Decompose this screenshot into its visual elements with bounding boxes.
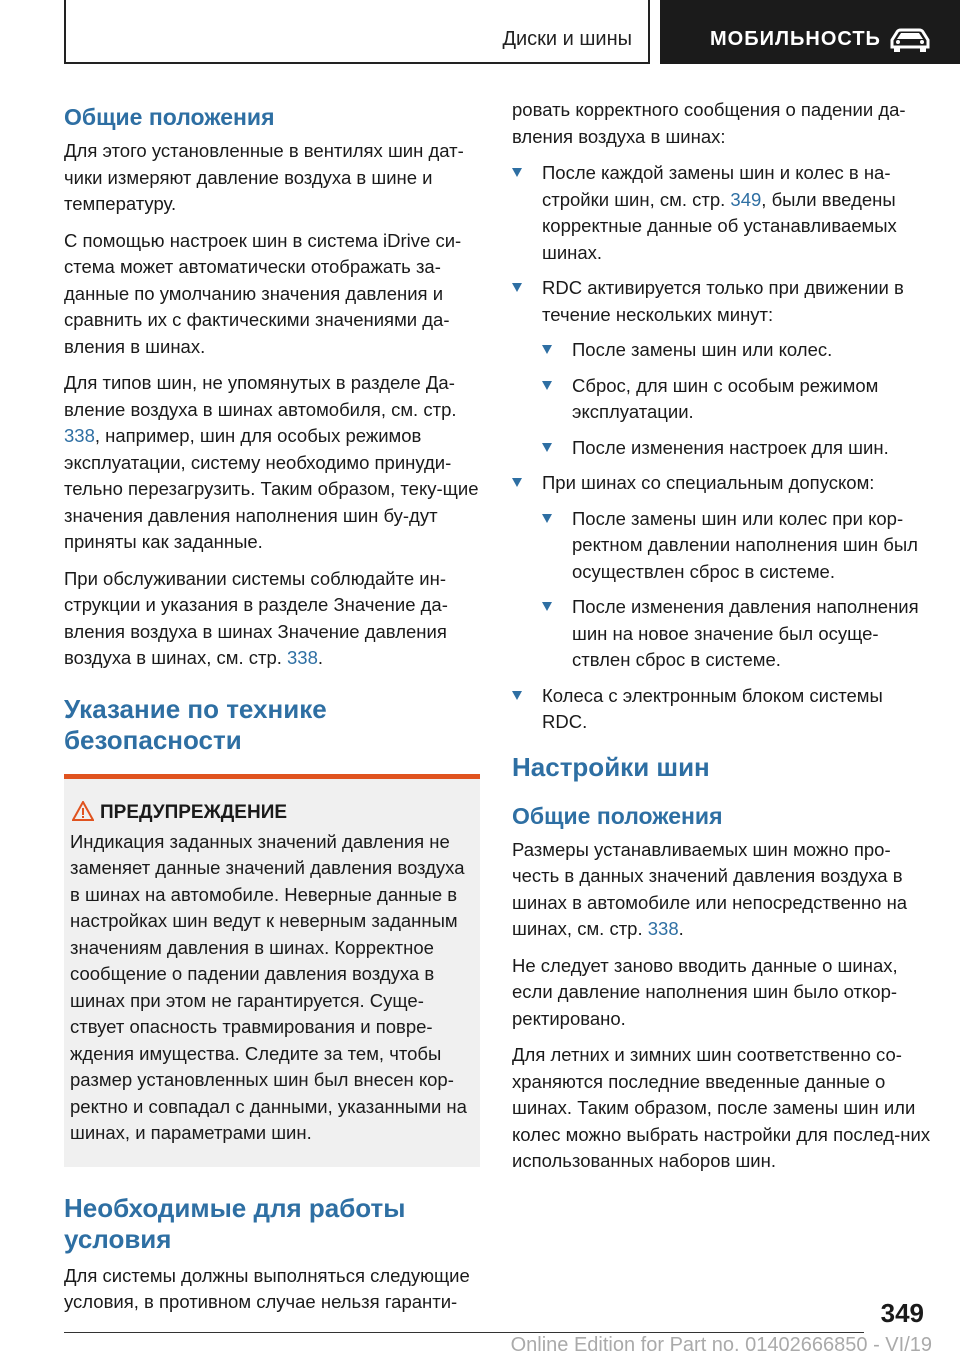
text: Колеса с электронным блоком системы RDC. xyxy=(542,684,883,732)
car-icon xyxy=(888,27,932,53)
list-item xyxy=(542,337,932,364)
text: . xyxy=(317,647,324,668)
bullet-triangle-icon xyxy=(542,381,552,390)
paragraph: Для летних и зимних шин соответственно со-храняются последние введенные данные о шинах. Таким образом, после замены шин или колес можно выбрать настройки для послед-них использованных наборов шин. xyxy=(512,1044,931,1171)
warning-title xyxy=(100,801,472,825)
list-item xyxy=(542,506,932,586)
warning-box xyxy=(64,774,480,1167)
bullet-triangle-icon xyxy=(542,514,552,523)
bullet-triangle-icon xyxy=(542,602,552,611)
footer-divider xyxy=(64,1332,864,1333)
text: , были введены корректные данные об устанавливаемых шинах. xyxy=(542,188,897,263)
bullet-triangle-icon xyxy=(512,283,522,292)
bullet-triangle-icon xyxy=(512,168,522,177)
paragraph xyxy=(512,837,932,943)
list-item xyxy=(542,373,932,426)
text: Сброс, для шин с особым режимом эксплуатации. xyxy=(572,374,879,422)
bullet-triangle-icon xyxy=(512,478,522,487)
warning-text: Индикация заданных значений давления не заменяет данные значений давления воздуха в шинах на автомобиле. Неверные данные в настройках шин ведут к неверным заданным значениям давления в шинах. Корректное сообщение о падении давления воздуха в шинах при этом не гарантируется. Суще-ствует опасность травмирования и повре-ждения имущества. Следите за тем, чтобы размер установленных шин был внесен кор-ректно и совпадал с данными, указанными на шинах, и параметрами шин. xyxy=(70,830,467,1143)
paragraph: Для этого установленные в вентилях шин дат-чики измеряют давление воздуха в шине и температуру. xyxy=(64,140,464,214)
text: После каждой замены шин и колес в на-стройки шин, см. стр. xyxy=(542,162,891,210)
heading-general: Общие положения xyxy=(512,802,723,829)
list-item xyxy=(512,470,932,674)
left-column xyxy=(64,102,480,1326)
warning-icon xyxy=(72,801,94,821)
list-item xyxy=(512,160,932,266)
right-column xyxy=(512,97,932,1185)
paragraph: Для системы должны выполняться следующие условия, в противном случае нельзя гаранти- xyxy=(64,1264,470,1312)
text: При обслуживании системы соблюдайте ин-струкции и указания в разделе Значение да-вления воздуха в шинах Значение давления воздуха в шинах, см. стр. xyxy=(64,567,448,668)
list-item xyxy=(512,275,932,461)
bullet-triangle-icon xyxy=(512,691,522,700)
text: RDC активируется только при движении в течение нескольких минут: xyxy=(542,277,904,325)
text: После замены шин или колес. xyxy=(572,339,833,360)
paragraph: Не следует заново вводить данные о шинах, если давление наполнения шин было откор-ректировано. xyxy=(512,954,898,1029)
bullet-triangle-icon xyxy=(542,345,552,354)
paragraph xyxy=(64,370,480,556)
text: При шинах со специальным допуском: xyxy=(542,472,875,493)
page-link[interactable]: 338 xyxy=(64,425,95,446)
header-chapter-title: МОБИЛЬНОСТЬ xyxy=(710,28,881,50)
header-chapter-tab xyxy=(660,0,960,64)
text: После замены шин или колес при кор-ректном давлении наполнения шин был осуществлен сброс в системе. xyxy=(572,507,918,582)
text: , например, шин для особых режимов эксплуатации, систему необходимо принуди-тельно перезагрузить. Таким образом, теку-щие значения давления наполнения шин бу-дут приняты как заданные. xyxy=(64,425,479,552)
sub-list xyxy=(542,506,932,674)
text: После изменения давления наполнения шин на новое значение был осуще-ствлен сброс в системе. xyxy=(572,596,919,670)
paragraph: С помощью настроек шин в система iDrive си-стема может автоматически отображать за-данные по умолчанию значения давления и сравнить их с фактическими значениями да-вления в шинах. xyxy=(64,229,462,357)
sub-list xyxy=(542,337,932,461)
page-link[interactable]: 338 xyxy=(647,918,679,939)
paragraph xyxy=(64,566,480,672)
page-link[interactable]: 338 xyxy=(287,647,318,668)
heading-safety: Указание по технике безопасности xyxy=(64,693,327,755)
warning-title-text: ПРЕДУПРЕЖДЕНИЕ xyxy=(100,801,288,823)
page-link[interactable]: 349 xyxy=(730,188,762,210)
footer-edition: Online Edition for Part no. 01402666850 - VI/19 xyxy=(510,1334,932,1356)
text: . xyxy=(678,918,684,939)
list-item xyxy=(542,594,932,674)
page-number: 349 xyxy=(880,1298,924,1328)
header-section-title: Диски и шины xyxy=(502,28,632,50)
heading-conditions: Необходимые для работы условия xyxy=(64,1192,406,1254)
text: Для типов шин, не упомянутых в разделе Да-вление воздуха в шинах автомобиля, см. стр. xyxy=(64,372,457,420)
bullet-triangle-icon xyxy=(542,443,552,452)
list-item xyxy=(542,435,932,462)
heading-tire-settings: Настройки шин xyxy=(512,751,710,782)
list-item xyxy=(512,683,932,736)
condition-list xyxy=(512,160,932,736)
text: Размеры устанавливаемых шин можно про-честь в данных значений давления воздуха в шинах в автомобиле или непосредственно на шинах, см. стр. xyxy=(512,838,908,939)
text: После изменения настроек для шин. xyxy=(572,436,889,458)
heading-general: Общие положения xyxy=(64,104,275,130)
header-section-box xyxy=(64,0,650,64)
paragraph: ровать корректного сообщения о падении да-вления воздуха в шинах: xyxy=(512,99,906,147)
